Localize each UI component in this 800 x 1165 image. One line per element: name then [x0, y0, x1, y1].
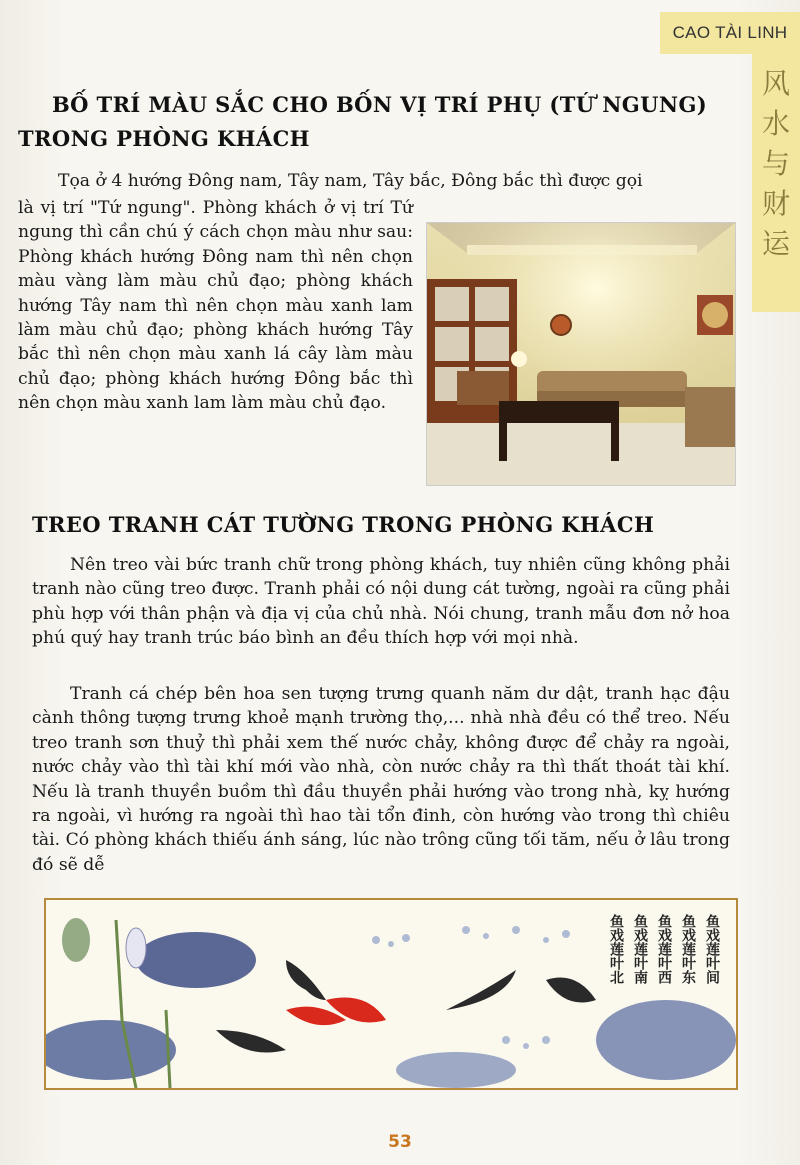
calligraphy-column: 鱼戏莲叶西 [656, 914, 672, 984]
calligraphy-column: 鱼戏莲叶东 [680, 914, 696, 984]
page-number: 53 [388, 1132, 412, 1152]
section1-title-line1: BỐ TRÍ MÀU SẮC CHO BỐN VỊ TRÍ PHỤ (TỨ NGUNG) [52, 92, 708, 117]
side-title-char: 财 [761, 187, 790, 220]
section2-paragraph2: Tranh cá chép bên hoa sen tượng trưng quanh năm dư dật, tranh hạc đậu cành thông tượng trưng khoẻ mạnh trường thọ,... nhà nhà đều có thể treo. Nếu treo tranh sơn thuỷ thì phải xem thế nước chảy, không được để chảy ra ngoài, nước chảy vào thì tài khí mới vào nhà, còn nước chảy ra thì thất thoát tài khí. Nếu là tranh thuyền buồm thì đầu thuyền phải hướng vào trong nhà, kỵ hướng ra ngoài, vì hướng ra ngoài thì hao tài tổn đinh, còn hướng vào trong thì chiêu tài. Có phòng khách thiếu ánh sáng, lúc nào trông cũng tối tăm, nếu ở lâu trong đó sẽ dễ [32, 684, 730, 875]
side-title-char: 运 [761, 227, 790, 260]
section1-title-line2: TRONG PHÒNG KHÁCH [18, 126, 310, 151]
living-room-photo [426, 222, 736, 486]
side-title-banner [752, 54, 800, 312]
side-title-char: 风 [761, 67, 790, 100]
painting-calligraphy [592, 914, 722, 1024]
side-title-char: 水 [761, 107, 790, 140]
koi-lotus-painting [44, 898, 738, 1090]
side-title-char: 与 [761, 147, 790, 180]
calligraphy-column: 鱼戏莲叶北 [608, 914, 624, 984]
calligraphy-column: 鱼戏莲叶间 [704, 914, 720, 984]
calligraphy-column: 鱼戏莲叶南 [632, 914, 648, 984]
section2-title: TREO TRANH CÁT TƯỜNG TRONG PHÒNG KHÁCH [32, 512, 655, 537]
section1-paragraph-body: là vị trí "Tứ ngung". Phòng khách ở vị trí Tứ ngung thì cần chú ý cách chọn màu như sau: Phòng khách hướng Đông nam thì nên chọn màu vàng làm màu chủ đạo; phòng khách hướng Tây nam thì nên chọn màu xanh lam làm màu chủ đạo; phòng khách hướng Tây bắc thì nên chọn màu xanh lá cây làm màu chủ đạo; phòng khách hướng Đông bắc thì nên chọn màu xanh lam làm màu chủ đạo. [18, 198, 413, 414]
section1-paragraph-first-line: Tọa ở 4 hướng Đông nam, Tây nam, Tây bắc, Đông bắc thì được gọi [58, 171, 643, 191]
author-header: CAO TÀI LINH [660, 12, 800, 54]
section2-paragraph1: Nên treo vài bức tranh chữ trong phòng khách, tuy nhiên cũng không phải tranh nào cũng treo được. Tranh phải có nội dung cát tường, ngoài ra cũng phải phù hợp với thân phận và địa vị của chủ nhà. Nói chung, tranh mẫu đơn nở hoa phú quý hay tranh trúc báo bình an đều thích hợp với mọi nhà. [32, 555, 730, 649]
